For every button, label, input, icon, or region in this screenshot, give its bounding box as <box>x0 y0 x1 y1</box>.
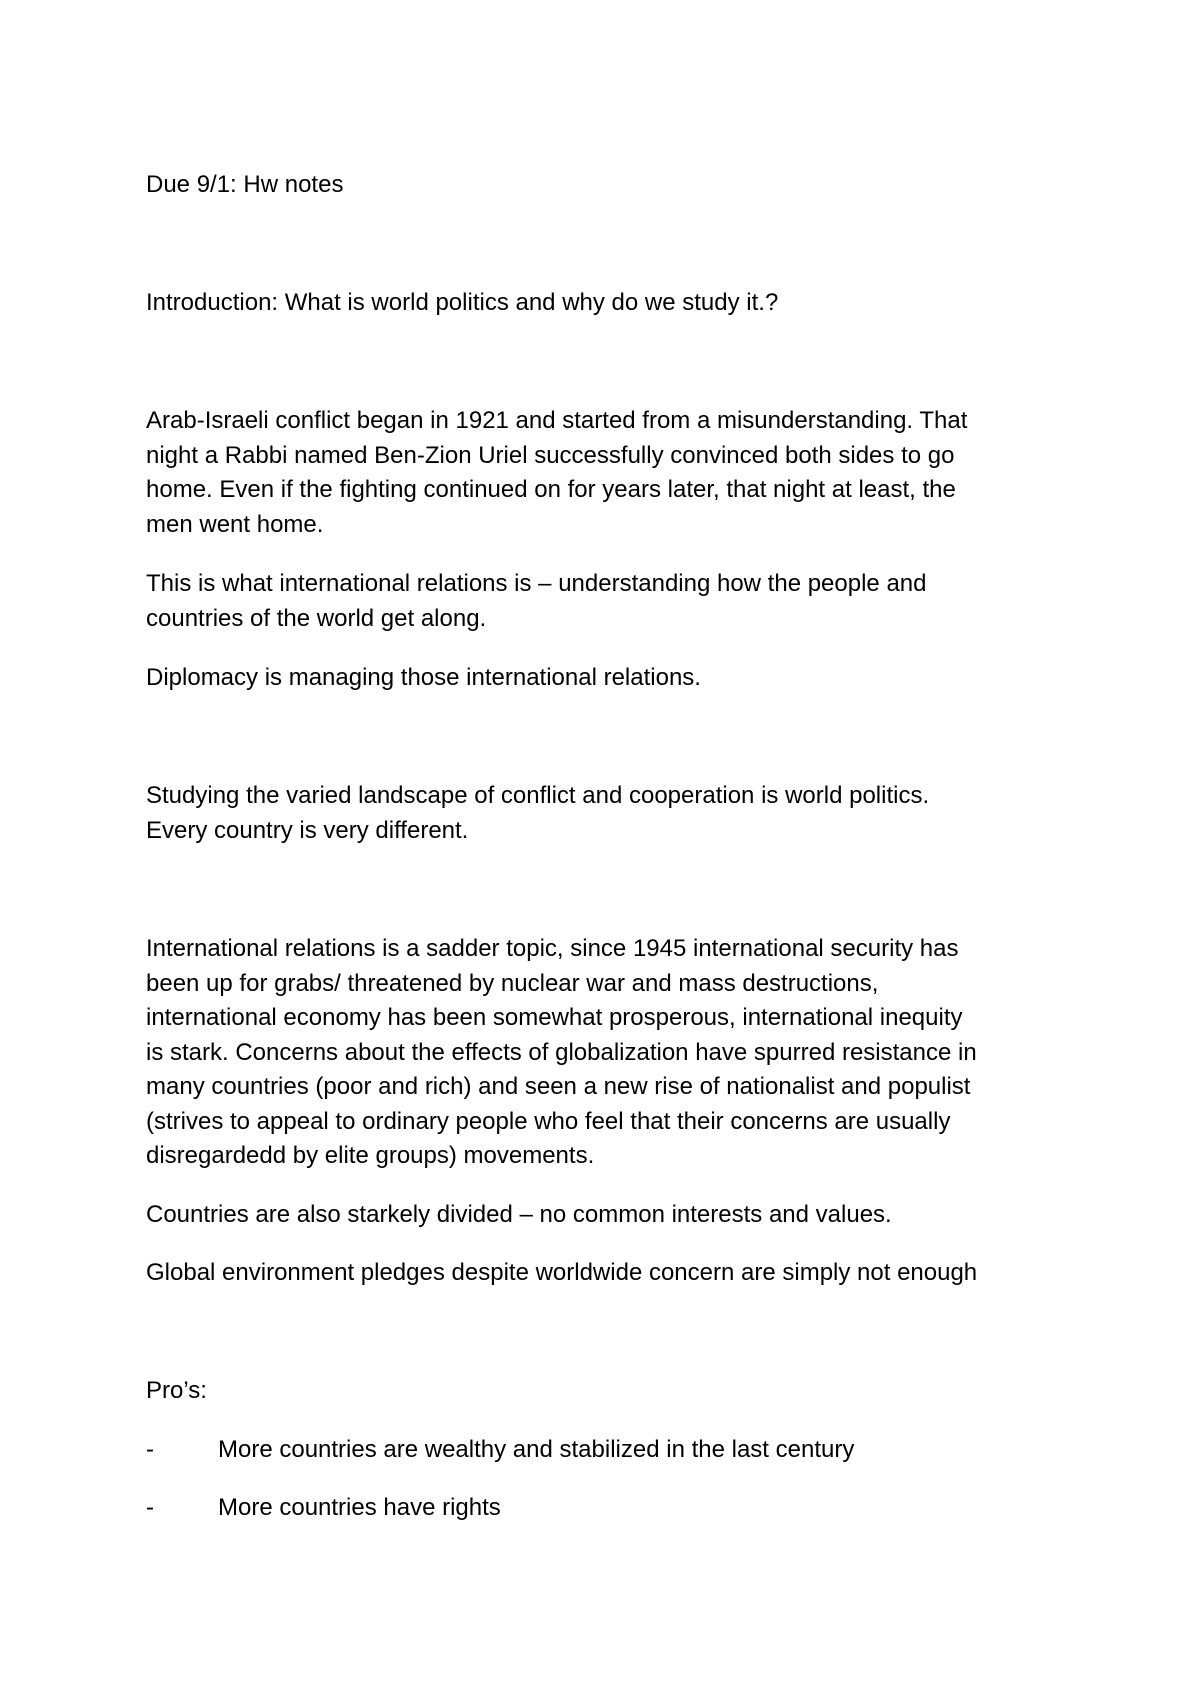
divided-paragraph: Countries are also starkely divided – no common interests and values. <box>146 1201 892 1228</box>
list-item-text: More countries have rights <box>218 1494 501 1521</box>
paragraph-line: (strives to appeal to ordinary people who feel that their concerns are usually <box>146 1107 951 1135</box>
paragraph-line: Every country is very different. <box>146 816 469 844</box>
paragraph-line: This is what international relations is – understanding how the people and <box>146 570 927 597</box>
paragraph-line: home. Even if the fighting continued on for years later, that night at least, the <box>146 476 956 503</box>
paragraph-line: Studying the varied landscape of conflict and cooperation is world politics. <box>146 782 930 809</box>
paragraph-line: been up for grabs/ threatened by nuclear war and mass destructions, <box>146 969 879 997</box>
paragraph-line: international economy has been somewhat prosperous, international inequity <box>146 1004 963 1031</box>
intro-question: Introduction: What is world politics and why do we study it.? <box>146 289 779 316</box>
paragraph-line: many countries (poor and rich) and seen a new rise of nationalist and populist <box>146 1073 971 1100</box>
environment-paragraph: Global environment pledges despite worldwide concern are simply not enough <box>146 1259 978 1286</box>
pros-heading: Pro’s: <box>146 1377 207 1404</box>
dash-bullet: - <box>146 1436 154 1463</box>
diplomacy-paragraph: Diplomacy is managing those international relations. <box>146 664 701 691</box>
dash-bullet: - <box>146 1494 154 1521</box>
list-item-text: More countries are wealthy and stabilized in the last century <box>218 1436 855 1463</box>
paragraph-line: countries of the world get along. <box>146 604 487 632</box>
paragraph-line: is stark. Concerns about the effects of globalization have spurred resistance in <box>146 1038 977 1066</box>
paragraph-line: disregardedd by elite groups) movements. <box>146 1142 595 1169</box>
paragraph-line: night a Rabbi named Ben-Zion Uriel successfully convinced both sides to go <box>146 441 955 469</box>
paragraph-line: Arab-Israeli conflict began in 1921 and started from a misunderstanding. That <box>146 407 968 434</box>
due-heading: Due 9/1: Hw notes <box>146 171 344 198</box>
paragraph-line: International relations is a sadder topic, since 1945 international security has <box>146 935 959 962</box>
paragraph-line: men went home. <box>146 510 324 538</box>
